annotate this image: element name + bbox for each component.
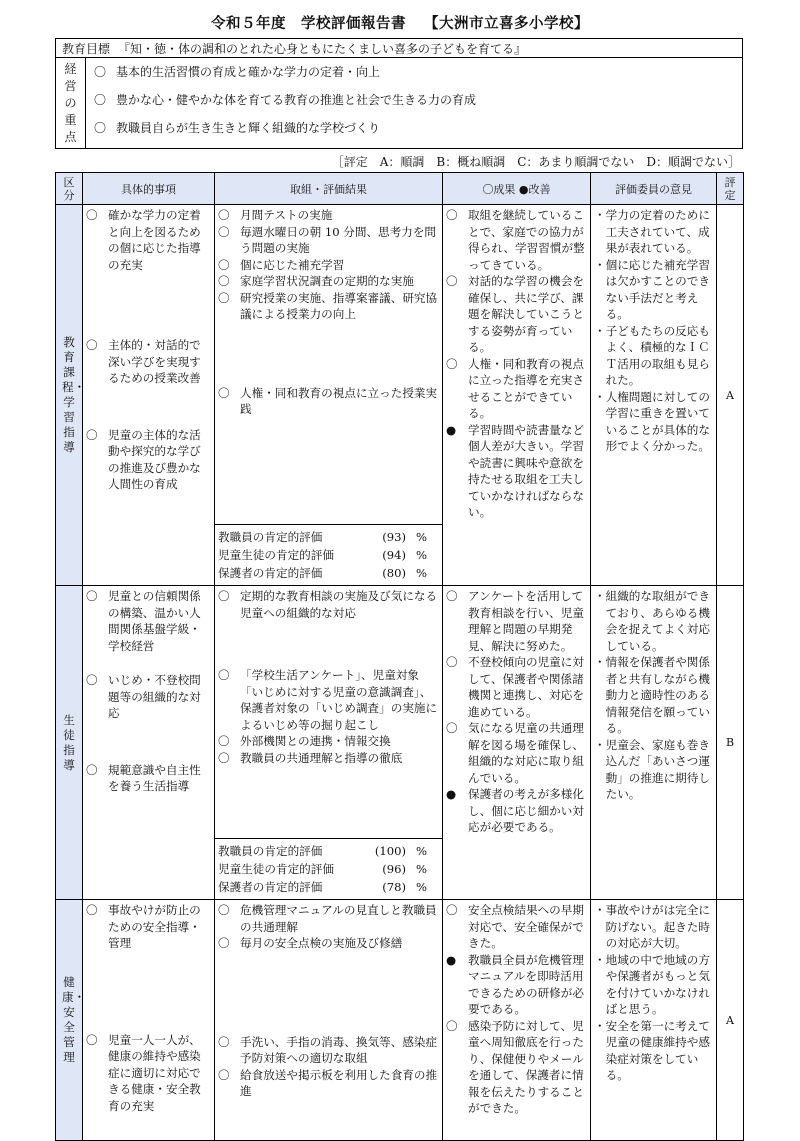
result-item xyxy=(446,654,587,720)
actions-cell xyxy=(215,900,443,1141)
actions-spacer xyxy=(215,768,442,838)
evaluation-value: (93) xyxy=(382,530,406,544)
item-mark: ● xyxy=(446,952,457,967)
specific-item xyxy=(86,902,211,952)
category-label: 健康・安全管理 xyxy=(62,975,86,1064)
specific-item xyxy=(86,672,211,722)
section-grade: A xyxy=(717,205,744,586)
action-item xyxy=(218,667,439,733)
result-item xyxy=(446,720,587,786)
evaluation-row xyxy=(218,878,439,896)
opinion-item xyxy=(594,737,713,803)
action-item xyxy=(218,935,439,952)
item-text: 月間テストの実施 xyxy=(240,208,333,222)
evaluation-table xyxy=(55,172,744,1141)
results-list xyxy=(443,586,590,838)
item-mark: 〇 xyxy=(86,903,98,917)
opinions-list xyxy=(591,586,716,805)
section-category xyxy=(56,900,86,1141)
item-text: 毎月の安全点検の実施及び修繕 xyxy=(240,936,403,950)
actions-box xyxy=(215,586,442,899)
item-mark: ・ xyxy=(594,655,606,669)
item-text: 児童会、家庭も巻き込んだ「あいさつ運動」の推進に期待したい。 xyxy=(605,737,710,801)
result-item xyxy=(446,356,587,422)
evaluation-unit: % xyxy=(416,548,428,562)
item-text: 主体的・対話的で深い学びを実現するための授業改善 xyxy=(108,338,201,385)
item-text: 毎週水曜日の朝 10 分間、思考力を問う問題の実施 xyxy=(240,224,437,255)
results-list xyxy=(443,205,590,523)
evaluation-label: 児童生徒の肯定的評価 xyxy=(218,548,334,562)
item-text: 「学校生活アンケート」、児童対象「いじめに対する児童の意識調査」、保護者対象の「いじめ調査」の実施によるいじめ等の掘り起こし xyxy=(240,668,438,732)
section-grade: A xyxy=(717,900,744,1141)
item-mark: 〇 xyxy=(218,936,230,950)
item-text: 研究授業の実施、指導案審議、研究協議による授業力の向上 xyxy=(240,290,438,321)
evaluation-unit: % xyxy=(416,844,428,858)
item-mark: ・ xyxy=(594,1018,606,1033)
result-item xyxy=(446,1018,587,1117)
page-title xyxy=(0,12,800,33)
education-goal xyxy=(55,38,743,58)
report-title: 令和５年度 学校評価報告書 xyxy=(211,15,406,32)
item-mark: 〇 xyxy=(218,1067,230,1082)
item-text: 学力の定着のために工夫されていて、成果が表れている。 xyxy=(605,208,710,255)
item-text: 人権・同和教育の視点に立った授業実践 xyxy=(240,385,438,416)
item-mark: 〇 xyxy=(86,673,98,687)
management-item: 〇 基本的生活習慣の育成と確かな学力の定着・向上 xyxy=(94,65,381,79)
item-mark: 〇 xyxy=(446,655,458,669)
section-category xyxy=(56,586,83,900)
item-text: 地域の中で地域の方や保護者がもっと気を付けていかなければと思う。 xyxy=(605,952,710,1016)
item-text: 子どもたちの反応もよく、積極的なＩＣＴ活用の取組も見られた。 xyxy=(605,323,710,387)
opinion-item xyxy=(594,257,713,323)
specific-items-cell xyxy=(83,586,215,900)
category-label: 生徒指導 xyxy=(63,712,75,772)
grade-legend: ［評定 A：順調 B：概ね順調 C：あまり順調でない D：順調でない］ xyxy=(331,155,740,169)
item-mark: 〇 xyxy=(218,224,230,239)
opinion-item xyxy=(594,1018,713,1084)
action-item xyxy=(218,273,439,290)
item-mark: ・ xyxy=(594,257,606,272)
item-text: 対話的な学習の機会を確保し、共に学び、課題を解決していこうとする姿勢が育っている。 xyxy=(468,274,584,354)
action-item xyxy=(218,750,439,767)
evaluation-label: 教職員の肯定的評価 xyxy=(218,844,323,858)
evaluation-row xyxy=(218,528,439,546)
item-mark: ・ xyxy=(594,589,606,603)
specific-item xyxy=(86,588,211,654)
opinions-list xyxy=(591,205,716,457)
action-item xyxy=(218,588,439,621)
item-text: 児童一人一人が、健康の維持や感染症に適切に対応できる健康・安全教育の充実 xyxy=(108,1032,201,1113)
item-text: いじめ・不登校問題等の組織的な対応 xyxy=(108,673,201,720)
item-mark: 〇 xyxy=(446,1018,458,1033)
evaluation-value: (80) xyxy=(382,566,406,580)
item-mark: 〇 xyxy=(86,589,98,603)
item-mark: ・ xyxy=(594,389,606,404)
actions-cell xyxy=(215,586,443,900)
item-mark: 〇 xyxy=(218,208,230,222)
item-mark: 〇 xyxy=(446,589,458,603)
goal-text: 『知・徳・体の調和のとれた心身ともにたくましい喜多の子どもを育てる』 xyxy=(118,42,527,56)
action-item xyxy=(218,207,439,224)
item-text: 取組を継続していることで、家庭での協力が得られ、学習習慣が整ってきている。 xyxy=(468,208,585,272)
evaluation-label: 児童生徒の肯定的評価 xyxy=(218,862,334,876)
table-row xyxy=(56,900,744,1141)
results-cell xyxy=(443,900,591,1141)
positive-evaluation xyxy=(215,524,442,585)
opinions-cell xyxy=(591,900,717,1141)
item-mark: 〇 xyxy=(218,903,230,917)
action-item xyxy=(218,1034,439,1067)
item-text: 教職員の共通理解と指導の徹底 xyxy=(240,750,403,765)
item-mark: ・ xyxy=(594,952,606,967)
actions-list xyxy=(215,205,442,420)
item-mark: ● xyxy=(446,787,457,801)
results-cell xyxy=(443,205,591,586)
item-mark: ・ xyxy=(594,208,606,222)
item-text: 情報を保護者や関係者と共有しながら機動力と適時性のある情報発信を願っている。 xyxy=(605,655,710,735)
item-text: 家庭学習状況調査の定期的な実施 xyxy=(240,274,414,288)
item-mark: 〇 xyxy=(218,385,230,400)
section-category xyxy=(56,205,86,586)
result-item xyxy=(446,902,587,952)
item-mark: 〇 xyxy=(86,1032,98,1047)
item-text: 手洗い、手指の消毒、換気等、感染症予防対策への適切な取組 xyxy=(240,1034,438,1065)
item-mark: ・ xyxy=(594,323,606,338)
evaluation-row xyxy=(218,860,439,878)
specific-items xyxy=(83,586,214,797)
item-mark: ● xyxy=(446,422,457,437)
opinion-item xyxy=(594,323,713,389)
result-item xyxy=(446,273,587,356)
evaluation-label: 教職員の肯定的評価 xyxy=(218,530,323,544)
header-action: 取組・評価結果 xyxy=(215,173,443,205)
item-mark: 〇 xyxy=(86,208,98,222)
item-mark: 〇 xyxy=(446,208,458,222)
item-text: 事故やけがは完全に防げない。起きた時の対応が大切。 xyxy=(605,903,710,950)
management-item: 〇 教職員自らが生き生きと輝く組織的な学校づくり xyxy=(94,121,381,135)
specific-item xyxy=(86,337,211,387)
opinion-item xyxy=(594,588,713,654)
evaluation-value: (78) xyxy=(382,880,406,894)
opinions-cell xyxy=(591,586,717,900)
item-text: 不登校傾向の児童に対して、保護者や関係諸機関と連携し、対応を進めている。 xyxy=(468,655,584,719)
evaluation-label: 保護者の肯定的評価 xyxy=(218,566,323,580)
item-mark: 〇 xyxy=(446,274,458,288)
evaluation-row xyxy=(218,564,439,582)
result-item xyxy=(446,588,587,654)
evaluation-unit: % xyxy=(416,862,428,876)
evaluation-unit: % xyxy=(416,566,428,580)
opinions-list xyxy=(591,900,716,1086)
result-item xyxy=(446,952,587,1018)
item-mark: 〇 xyxy=(86,762,98,777)
item-text: 人権・同和教育の視点に立った指導を充実させることができている。 xyxy=(468,356,584,420)
item-mark: 〇 xyxy=(218,290,230,305)
specific-item xyxy=(86,762,211,795)
header-grade: 評定 xyxy=(717,173,744,205)
specific-items xyxy=(83,900,214,1116)
evaluation-row xyxy=(218,546,439,564)
item-mark: ・ xyxy=(594,903,606,917)
results-cell xyxy=(443,586,591,900)
section-grade: B xyxy=(717,586,744,900)
actions-list xyxy=(215,900,442,1102)
item-text: 確かな学力の定着と向上を図るための個に応じた指導の充実 xyxy=(108,208,201,272)
item-mark: 〇 xyxy=(218,1034,230,1049)
table-row xyxy=(56,205,744,586)
result-item xyxy=(446,786,587,836)
item-mark: 〇 xyxy=(218,750,230,765)
actions-spacer xyxy=(215,420,442,525)
item-text: 人権問題に対しての学習に重きを置いていることが具体的な形でよく分かった。 xyxy=(605,389,710,453)
header-area: 区分 xyxy=(56,173,83,205)
action-item xyxy=(218,902,439,935)
item-text: 児童との信頼関係の構築、温かい人間関係基盤学級・学校経営 xyxy=(108,589,201,653)
table-header-row xyxy=(56,173,744,205)
opinion-item xyxy=(594,654,713,737)
specific-items-cell xyxy=(83,900,215,1141)
specific-item xyxy=(86,427,211,493)
item-mark: 〇 xyxy=(446,903,458,917)
item-mark: 〇 xyxy=(218,668,230,682)
category-label: 教育課程・学習指導 xyxy=(62,335,86,454)
item-text: 児童の主体的な活動や探究的な学びの推進及び豊かな人間性の育成 xyxy=(108,427,201,491)
header-result: 〇成果 ●改善 xyxy=(443,173,591,205)
actions-list xyxy=(215,586,442,768)
item-text: アンケートを活用して教育相談を行い、児童理解と問題の早期発見、解決に努めた。 xyxy=(468,589,584,653)
item-mark: 〇 xyxy=(218,257,230,272)
specific-items-cell xyxy=(83,205,215,586)
management-priorities xyxy=(55,57,743,149)
header-opinion: 評価委員の意見 xyxy=(591,173,717,205)
evaluation-unit: % xyxy=(416,530,428,544)
item-mark: 〇 xyxy=(218,589,230,603)
item-text: 安全点検結果への早期対応で、安全確保ができた。 xyxy=(468,903,584,950)
actions-cell xyxy=(215,205,443,586)
positive-evaluation xyxy=(215,838,442,899)
item-text: 組織的な取組ができており、あらゆる機会を捉えてよく対応している。 xyxy=(605,589,710,653)
management-item: 〇 豊かな心・健やかな体を育てる教育の推進と社会で生きる力の育成 xyxy=(94,93,477,107)
item-mark: ・ xyxy=(594,737,606,752)
header-item: 具体的事項 xyxy=(83,173,215,205)
opinion-item xyxy=(594,902,713,952)
action-item xyxy=(218,257,439,274)
evaluation-unit: % xyxy=(416,880,428,894)
opinion-item xyxy=(594,389,713,455)
item-text: 教職員全員が危機管理マニュアルを即時活用できるための研修が必要である。 xyxy=(468,952,584,1016)
results-list xyxy=(443,900,590,1119)
school-name: 【大洲市立喜多小学校】 xyxy=(424,15,589,32)
item-text: 気になる児童の共通理解を図る場を確保し、組織的な対応に取り組んでいる。 xyxy=(468,721,584,785)
item-mark: 〇 xyxy=(86,338,98,352)
evaluation-row xyxy=(218,842,439,860)
table-row xyxy=(56,586,744,900)
evaluation-value: (100) xyxy=(374,844,406,858)
result-item xyxy=(446,207,587,273)
actions-box xyxy=(215,900,442,1140)
item-text: 給食放送や掲示板を利用した食育の推進 xyxy=(240,1067,438,1098)
item-mark: 〇 xyxy=(218,734,230,748)
item-text: 規範意識や自主性を養う生活指導 xyxy=(108,762,201,793)
evaluation-value: (96) xyxy=(382,862,406,876)
item-mark: 〇 xyxy=(446,356,458,371)
action-item xyxy=(218,733,439,750)
action-item xyxy=(218,224,439,257)
goal-label: 教育目標 xyxy=(62,42,111,56)
opinions-cell xyxy=(591,205,717,586)
specific-items xyxy=(83,205,214,495)
action-item xyxy=(218,385,439,418)
result-item xyxy=(446,422,587,521)
evaluation-value: (94) xyxy=(382,548,406,562)
specific-item xyxy=(86,1032,211,1115)
item-mark: 〇 xyxy=(218,274,230,288)
item-text: 安全を第一に考えて児童の健康維持や感染症対策をしている。 xyxy=(605,1018,710,1082)
evaluation-label: 保護者の肯定的評価 xyxy=(218,880,323,894)
management-side-label: 経 営 の 重 点 xyxy=(56,58,86,148)
item-text: 学習時間や読書量など個人差が大きい。学習や読書に興味や意欲を持たせる取組を工夫していかなければならない。 xyxy=(468,422,584,519)
item-text: 個に応じた補充学習は欠かすことのできない手法だと考える。 xyxy=(605,257,710,321)
item-mark: 〇 xyxy=(86,427,98,442)
item-text: 事故やけが防止のための安全指導・管理 xyxy=(108,903,201,950)
item-text: 外部機関との連携・情報交換 xyxy=(240,734,391,748)
item-mark: 〇 xyxy=(446,721,458,735)
action-item xyxy=(218,290,439,323)
actions-box xyxy=(215,205,442,585)
specific-item xyxy=(86,207,211,273)
opinion-item xyxy=(594,952,713,1018)
item-text: 感染予防に対して、児童へ周知徹底を行ったり、保健便りやメールを通して、保護者に情報を伝えたりすることができた。 xyxy=(468,1018,584,1115)
action-item xyxy=(218,1067,439,1100)
opinion-item xyxy=(594,207,713,257)
item-text: 定期的な教育相談の実施及び気になる児童への組織的な対応 xyxy=(240,589,438,620)
item-text: 危機管理マニュアルの見直しと教職員の共通理解 xyxy=(240,903,437,934)
item-text: 個に応じた補充学習 xyxy=(240,257,345,272)
item-text: 保護者の考えが多様化し、個に応じ細かい対応が必要である。 xyxy=(468,787,584,834)
